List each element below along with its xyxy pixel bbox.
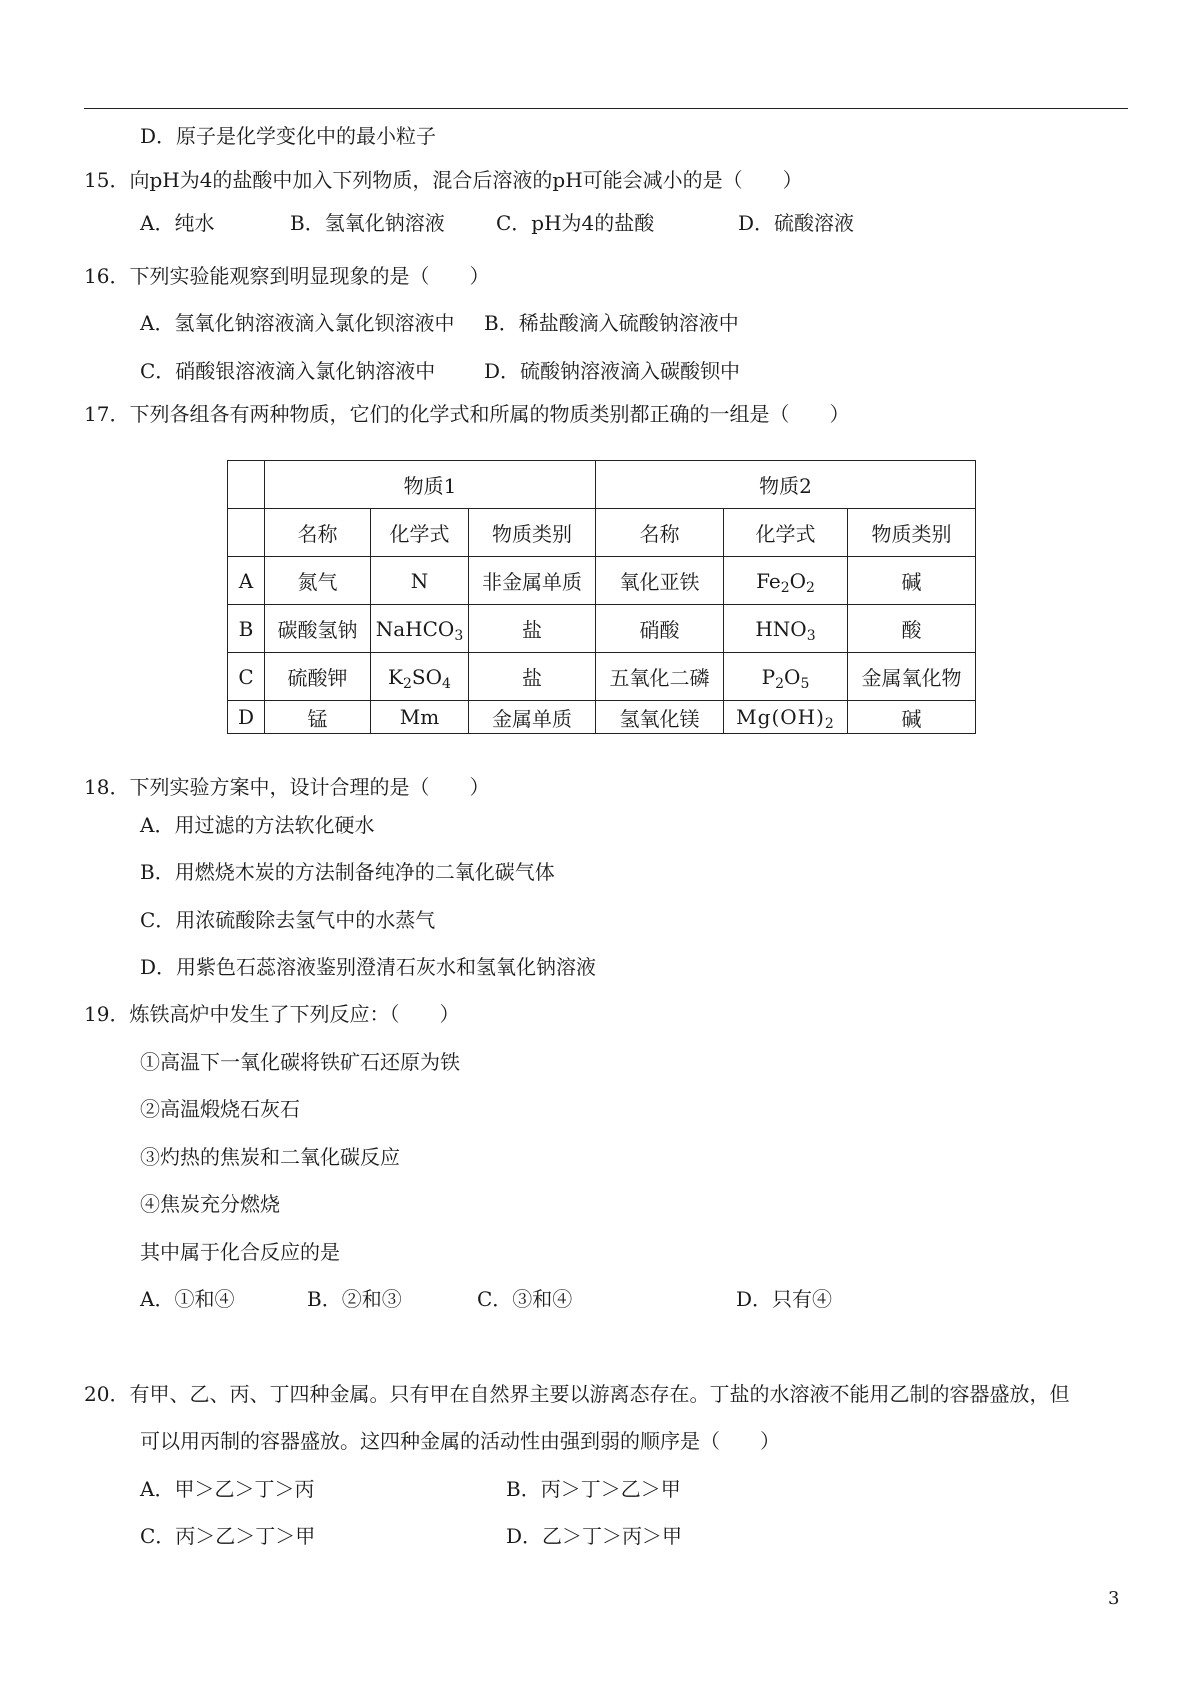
formula-subscript: 4	[442, 675, 451, 692]
row-label: A	[228, 557, 265, 605]
row-label: B	[228, 605, 265, 653]
q19-option-a: A．①和④	[140, 1287, 235, 1311]
q15-option-d: D．硫酸溶液	[738, 211, 855, 235]
q20-stem-line-2: 可以用丙制的容器盛放。这四种金属的活动性由强到弱的顺序是（ ）	[140, 1429, 780, 1453]
formula-part: Fe	[756, 568, 781, 593]
formula-part: SO	[411, 664, 443, 689]
q18-option-c: C．用浓硫酸除去氢气中的水蒸气	[140, 908, 436, 932]
formula-subscript: 3	[806, 627, 816, 644]
q15-option-a: A．纯水	[140, 211, 215, 235]
q20-option-b: B．丙＞丁＞乙＞甲	[506, 1477, 681, 1501]
q20-option-c: C．丙＞乙＞丁＞甲	[140, 1524, 316, 1548]
name-cell: 硫酸钾	[265, 653, 371, 701]
class-cell: 碱	[848, 701, 976, 734]
class-cell: 盐	[469, 653, 596, 701]
row-label: D	[228, 701, 265, 734]
q16-option-d: D．硫酸钠溶液滴入碳酸钡中	[484, 359, 741, 383]
table-row	[228, 653, 976, 701]
class-cell: 金属氧化物	[848, 653, 976, 701]
row-label: C	[228, 653, 265, 701]
formula-part: HNO	[755, 616, 807, 641]
formula-part: O	[789, 568, 807, 593]
formula-part: P	[761, 664, 776, 689]
q15-option-b: B．氢氧化钠溶液	[290, 211, 445, 235]
name-cell: 五氧化二磷	[596, 653, 724, 701]
table-row	[228, 701, 976, 734]
q18-option-b: B．用燃烧木炭的方法制备纯净的二氧化碳气体	[140, 860, 555, 884]
formula-subscript: 3	[454, 627, 464, 644]
q14-option-d: D．原子是化学变化中的最小粒子	[140, 124, 437, 148]
q16-option-a: A．氢氧化钠溶液滴入氯化钡溶液中	[140, 311, 455, 335]
formula-subscript: 2	[806, 579, 815, 596]
q15-stem: 15．向pH为4的盐酸中加入下列物质，混合后溶液的pH可能会减小的是（ ）	[84, 168, 803, 192]
formula-subscript: 2	[775, 675, 785, 692]
formula-subscript: 5	[800, 675, 810, 692]
table-corner-cell	[228, 509, 265, 557]
table-row	[228, 557, 976, 605]
class-cell: 酸	[848, 605, 976, 653]
class-cell: 金属单质	[469, 701, 596, 734]
q19-item-1: ①高温下一氧化碳将铁矿石还原为铁	[140, 1050, 460, 1074]
name-cell: 氮气	[265, 557, 371, 605]
substance-table	[227, 460, 976, 734]
q19-option-b: B．②和③	[307, 1287, 402, 1311]
sub-header-formula-1: 化学式	[371, 509, 469, 557]
sub-header-name-1: 名称	[265, 509, 371, 557]
q16-option-b: B．稀盐酸滴入硫酸钠溶液中	[484, 311, 739, 335]
q19-item-2: ②高温煅烧石灰石	[140, 1097, 300, 1121]
q19-option-d: D．只有④	[736, 1287, 833, 1311]
formula-cell	[371, 701, 469, 734]
formula-subscript: 2	[403, 675, 412, 692]
q16-stem: 16．下列实验能观察到明显现象的是（ ）	[84, 264, 490, 288]
formula-cell	[371, 557, 469, 605]
group-header-substance-2: 物质2	[596, 461, 976, 509]
formula-cell	[371, 605, 469, 653]
formula-subscript: 2	[824, 716, 835, 732]
formula-part: Mm	[399, 705, 440, 729]
q19-option-c: C．③和④	[477, 1287, 573, 1311]
q19-item-4: ④焦炭充分燃烧	[140, 1192, 280, 1216]
formula-subscript: 2	[780, 579, 790, 596]
name-cell: 氧化亚铁	[596, 557, 724, 605]
formula-part: K	[388, 664, 403, 689]
name-cell: 碳酸氢钠	[265, 605, 371, 653]
q18-option-a: A．用过滤的方法软化硬水	[140, 813, 375, 837]
header-rule	[84, 108, 1128, 109]
sub-header-class-2: 物质类别	[848, 509, 976, 557]
name-cell: 氢氧化镁	[596, 701, 724, 734]
formula-part: Mg(OH)	[736, 705, 825, 729]
q19-item-3: ③灼热的焦炭和二氧化碳反应	[140, 1145, 400, 1169]
formula-cell	[724, 605, 848, 653]
sub-header-name-2: 名称	[596, 509, 724, 557]
q15-option-c: C．pH为4的盐酸	[496, 211, 655, 235]
q18-stem: 18．下列实验方案中，设计合理的是（ ）	[84, 775, 490, 799]
formula-cell	[371, 653, 469, 701]
formula-cell	[724, 557, 848, 605]
table-corner-cell	[228, 461, 265, 509]
q20-option-a: A．甲＞乙＞丁＞丙	[140, 1477, 315, 1501]
q16-option-c: C．硝酸银溶液滴入氯化钠溶液中	[140, 359, 436, 383]
class-cell: 盐	[469, 605, 596, 653]
class-cell: 碱	[848, 557, 976, 605]
name-cell: 锰	[265, 701, 371, 734]
sub-header-class-1: 物质类别	[469, 509, 596, 557]
q17-stem: 17．下列各组各有两种物质，它们的化学式和所属的物质类别都正确的一组是（ ）	[84, 402, 850, 426]
q20-option-d: D．乙＞丁＞丙＞甲	[506, 1524, 683, 1548]
group-header-substance-1: 物质1	[265, 461, 596, 509]
q20-stem-line-1: 20．有甲、乙、丙、丁四种金属。只有甲在自然界主要以游离态存在。丁盐的水溶液不能用乙制的容器盛放，但	[84, 1382, 1070, 1406]
formula-cell	[724, 701, 848, 734]
sub-header-formula-2: 化学式	[724, 509, 848, 557]
formula-part: NaHCO	[375, 616, 455, 641]
formula-part: O	[784, 664, 801, 689]
name-cell: 硝酸	[596, 605, 724, 653]
q19-stem: 19．炼铁高炉中发生了下列反应：（ ）	[84, 1002, 460, 1026]
class-cell: 非金属单质	[469, 557, 596, 605]
q18-option-d: D．用紫色石蕊溶液鉴别澄清石灰水和氢氧化钠溶液	[140, 955, 597, 979]
formula-cell	[724, 653, 848, 701]
q19-prompt: 其中属于化合反应的是	[140, 1240, 340, 1264]
page-number: 3	[1108, 1588, 1120, 1609]
table-row	[228, 605, 976, 653]
formula-part: N	[410, 568, 429, 593]
